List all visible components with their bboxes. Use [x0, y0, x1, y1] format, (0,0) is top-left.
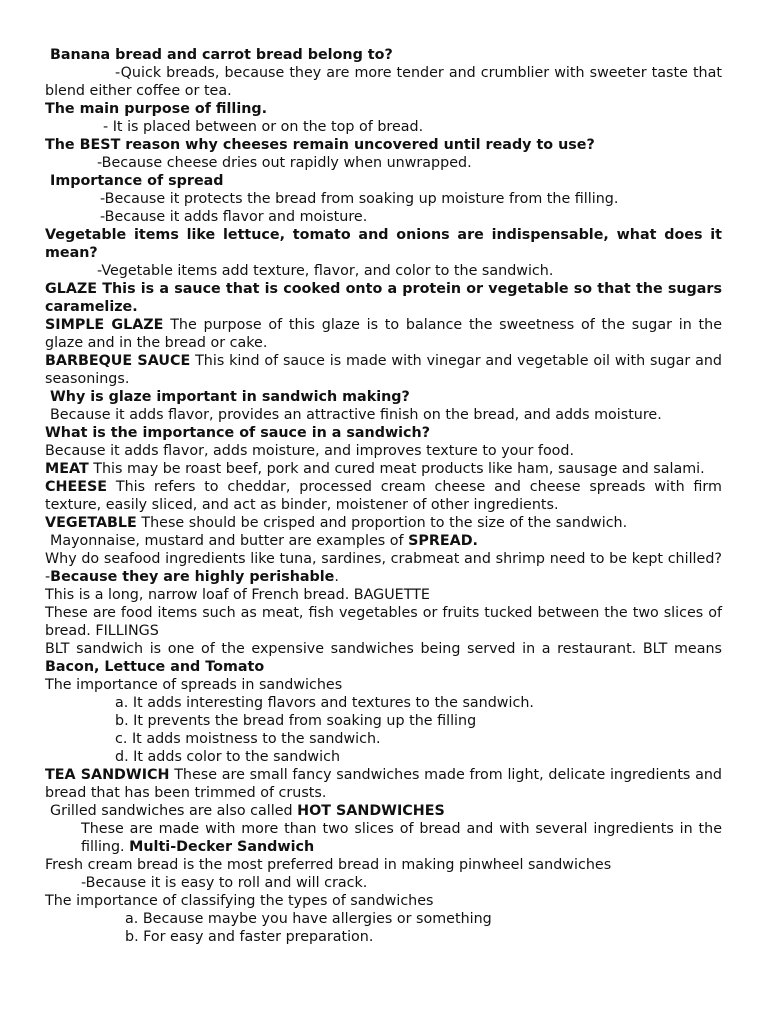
text-meat: This may be roast beef, pork and cured meat products like ham, sausage and salami. [88, 461, 705, 477]
term-barbeque-sauce: BARBEQUE SAUCE [45, 353, 191, 369]
text-cheese: This refers to cheddar, processed cream cheese and cheese spreads with firm texture, easily sliced, and act as binder, moistener of other ingredients. [45, 479, 722, 513]
text-grilled: Grilled sandwiches are also called [50, 803, 298, 819]
definition-cheese [45, 478, 722, 514]
definition-simple-glaze [45, 316, 722, 352]
statement-grilled-sandwiches [45, 802, 722, 820]
term-meat: MEAT [45, 461, 89, 477]
answer-pinwheel-bread: -Because it is easy to roll and will crack. [81, 875, 368, 891]
term-cheese: CHEESE [45, 479, 108, 495]
text-seafood-question: Why do seafood ingredients like tuna, sardines, crabmeat and shrimp need to be kept chilled? - [45, 551, 722, 585]
question-banana-bread: Banana bread and carrot bread belong to? [50, 47, 393, 63]
list-item: b. It prevents the bread from soaking up the filling [115, 713, 477, 729]
term-tea-sandwich: TEA SANDWICH [45, 767, 170, 783]
term-perishable: Because they are highly perishable [50, 569, 335, 585]
text-simple-glaze: The purpose of this glaze is to balance the sweetness of the sugar in the glaze and in the bread or cake. [45, 317, 722, 351]
term-spread: SPREAD. [408, 533, 478, 549]
term-hot-sandwiches: HOT SANDWICHES [297, 803, 445, 819]
answer-filling-purpose: - It is placed between or on the top of bread. [103, 119, 424, 135]
heading-spreads-importance: The importance of spreads in sandwiches [45, 677, 343, 693]
question-vegetable-items: Vegetable items like lettuce, tomato and onions are indispensable, what does it mean? [45, 227, 722, 261]
text-period: . [334, 569, 339, 585]
statement-blt [45, 640, 722, 676]
answer-spread-protects: -Because it protects the bread from soaking up moisture from the filling. [100, 191, 619, 207]
heading-importance-spread: Importance of spread [50, 173, 224, 189]
definition-glaze: GLAZE This is a sauce that is cooked onto a protein or vegetable so that the sugars caramelize. [45, 281, 722, 315]
definition-multi-decker [45, 820, 722, 856]
term-simple-glaze: SIMPLE GLAZE [45, 317, 164, 333]
statement-spread-examples [45, 532, 722, 550]
document-page [45, 46, 722, 946]
definition-barbeque-sauce [45, 352, 722, 388]
term-multi-decker: Multi-Decker Sandwich [129, 839, 315, 855]
question-sauce-importance: What is the importance of sauce in a sandwich? [45, 425, 431, 441]
question-glaze-important: Why is glaze important in sandwich making? [50, 389, 410, 405]
answer-vegetable-items: -Vegetable items add texture, flavor, and color to the sandwich. [97, 263, 554, 279]
heading-classifying: The importance of classifying the types of sandwiches [45, 893, 434, 909]
text-spread-examples: Mayonnaise, mustard and butter are examples of [50, 533, 409, 549]
question-cheese-uncovered: The BEST reason why cheeses remain uncovered until ready to use? [45, 137, 595, 153]
text-tea-sandwich: These are small fancy sandwiches made from light, delicate ingredients and bread that has been trimmed of crusts. [45, 767, 722, 801]
definition-vegetable [45, 514, 722, 532]
text-vegetable: These should be crisped and proportion to the size of the sandwich. [136, 515, 628, 531]
statement-pinwheel-bread: Fresh cream bread is the most preferred bread in making pinwheel sandwiches [45, 857, 612, 873]
text-blt: BLT sandwich is one of the expensive sandwiches being served in a restaurant. BLT means [45, 641, 722, 657]
list-item: b. For easy and faster preparation. [125, 929, 374, 945]
spread-importance-list [45, 694, 722, 766]
question-seafood-chilled [45, 550, 722, 586]
term-blt: Bacon, Lettuce and Tomato [45, 659, 265, 675]
text-multi-decker: These are made with more than two slices of bread and with several ingredients in the filling. [81, 821, 722, 855]
definition-tea-sandwich [45, 766, 722, 802]
answer-glaze-important: Because it adds flavor, provides an attractive finish on the bread, and adds moisture. [50, 407, 662, 423]
answer-cheese-dries: -Because cheese dries out rapidly when unwrapped. [97, 155, 472, 171]
list-item: c. It adds moistness to the sandwich. [115, 731, 381, 747]
statement-baguette: This is a long, narrow loaf of French bread. BAGUETTE [45, 587, 430, 603]
classify-importance-list [45, 910, 722, 946]
answer-spread-flavor: -Because it adds flavor and moisture. [100, 209, 368, 225]
definition-meat [45, 460, 722, 478]
question-filling-purpose: The main purpose of filling. [45, 101, 268, 117]
list-item: d. It adds color to the sandwich [115, 749, 341, 765]
list-item: a. It adds interesting flavors and textures to the sandwich. [115, 695, 534, 711]
term-vegetable: VEGETABLE [45, 515, 137, 531]
statement-fillings: These are food items such as meat, fish vegetables or fruits tucked between the two slices of bread. FILLINGS [45, 605, 722, 639]
answer-sauce-importance: Because it adds flavor, adds moisture, and improves texture to your food. [45, 443, 575, 459]
list-item: a. Because maybe you have allergies or something [125, 911, 492, 927]
answer-quick-breads: -Quick breads, because they are more tender and crumblier with sweeter taste that blend either coffee or tea. [45, 65, 722, 99]
text-barbeque-sauce: This kind of sauce is made with vinegar and vegetable oil with sugar and seasonings. [45, 353, 722, 387]
